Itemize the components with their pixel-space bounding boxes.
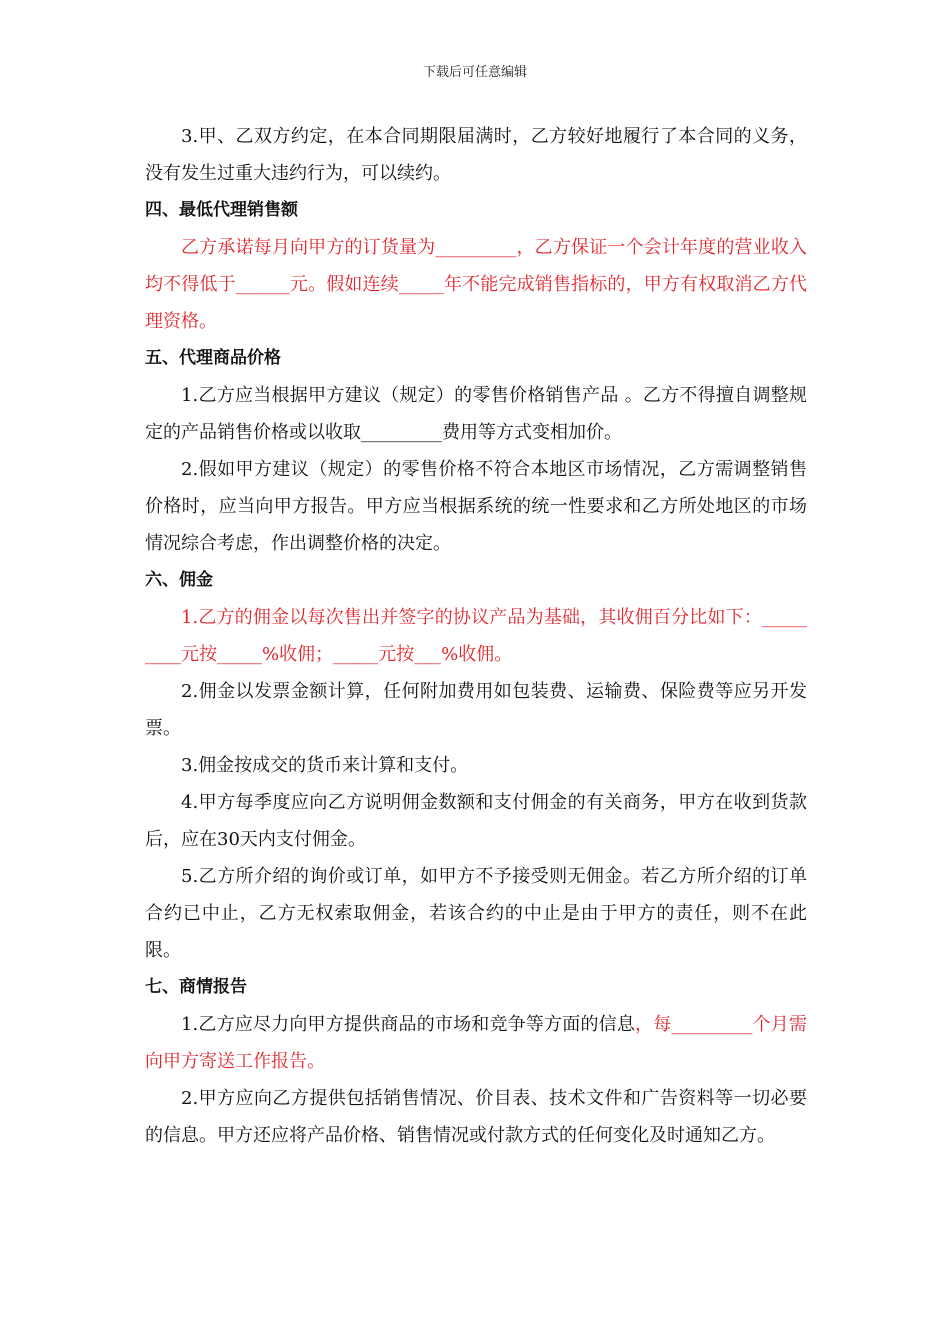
section-7-item-2: 2.甲方应向乙方提供包括销售情况、价目表、技术文件和广告资料等一切必要的信息。甲方还应将产品价格、销售情况或付款方式的任何变化及时通知乙方。 [145,1088,807,1146]
section-6-item-3: 3.佣金按成交的货币来计算和支付。 [181,755,469,776]
section-7-item-1-text: 1.乙方应尽力向甲方提供商品的市场和竞争等方面的信息 [181,1014,636,1035]
section-7-item-1-highlight: ，每_________个月需向甲方寄送工作报告。 [145,1014,808,1072]
section-5-item-1: 1.乙方应当根据甲方建议（规定）的零售价格销售产品 。乙方不得擅自调整规定的产品销售价格或以收取_________费用等方式变相加价。 [145,385,807,443]
section-6-item-2: 2.佣金以发票金额计算，任何附加费用如包装费、运输费、保险费等应另开发票。 [145,681,807,739]
document-body [145,118,807,1154]
page-header: 下载后可任意编辑 [422,65,527,80]
section-7-item-1 [145,1006,807,1080]
section-6-heading: 六、佣金 [145,570,213,590]
section-5-heading: 五、代理商品价格 [145,348,281,368]
clause-3-item-3: 3.甲、乙双方约定，在本合同期限届满时，乙方较好地履行了本合同的义务，没有发生过重大违约行为，可以续约。 [145,126,807,184]
section-6-item-4: 4.甲方每季度应向乙方说明佣金数额和支付佣金的有关商务，甲方在收到货款后，应在30天内支付佣金。 [145,792,807,850]
section-5-item-2: 2.假如甲方建议（规定）的零售价格不符合本地区市场情况，乙方需调整销售价格时，应当向甲方报告。甲方应当根据系统的统一性要求和乙方所处地区的市场情况综合考虑，作出调整价格的决定。 [145,459,807,554]
section-4-heading: 四、最低代理销售额 [145,200,298,220]
section-6-item-5: 5.乙方所介绍的询价或订单，如甲方不予接受则无佣金。若乙方所介绍的订单合约已中止，乙方无权索取佣金，若该合约的中止是由于甲方的责任，则不在此限。 [145,866,807,961]
section-4-body: 乙方承诺每月向甲方的订货量为_________，乙方保证一个会计年度的营业收入均不得低于______元。假如连续_____年不能完成销售指标的，甲方有权取消乙方代理资格。 [145,237,807,332]
section-6-item-1: 1.乙方的佣金以每次售出并签字的协议产品为基础，其收佣百分比如下：_________元按_____%收佣；_____元按___%收佣。 [145,607,807,665]
section-7-heading: 七、商情报告 [145,977,247,997]
